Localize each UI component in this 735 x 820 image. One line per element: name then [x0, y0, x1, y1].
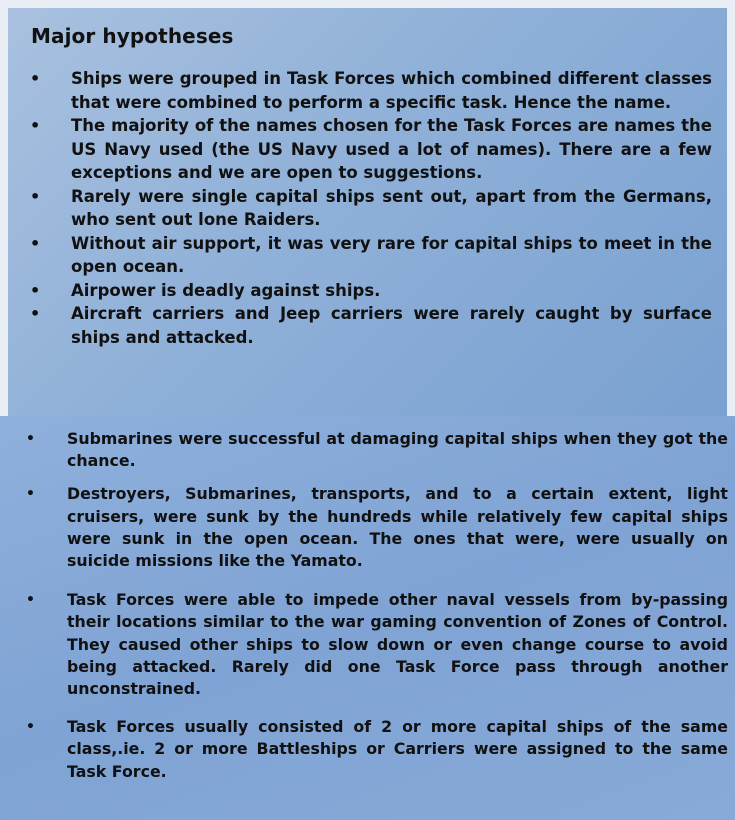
- list-item: [28, 302, 712, 349]
- list-item: [24, 589, 728, 700]
- list-item: [24, 428, 728, 472]
- bullet-icon: •: [30, 116, 41, 135]
- list-item-text: Aircraft carriers and Jeep carriers were rarely caught by surface ships and attacked.: [71, 304, 712, 347]
- list-item-text: Destroyers, Submarines, transports, and to a certain extent, light cruisers, were sunk by the hundreds while relatively few capital ships were sunk in the open ocean. The ones that were, were usually on suicide missions like the Yamato.: [67, 484, 728, 571]
- bullet-icon: •: [26, 719, 35, 736]
- list-item-text: Task Forces usually consisted of 2 or more capital ships of the same class,.ie. 2 or more Battleships or Carriers were assigned to the same Task Force.: [67, 717, 728, 781]
- bullet-icon: •: [26, 592, 35, 609]
- list-item-text: The majority of the names chosen for the Task Forces are names the US Navy used (the US Navy used a lot of names). There are a few exceptions and we are open to suggestions.: [71, 116, 712, 182]
- hypotheses-list-bottom: [24, 428, 728, 783]
- list-item-text: Task Forces were able to impede other naval vessels from by-passing their locations similar to the war gaming convention of Zones of Control. They caused other ships to slow down or even change course to avoid being attacked. Rarely did one Task Force pass through another unconstrained.: [67, 590, 728, 699]
- bullet-icon: •: [30, 233, 41, 253]
- list-item-text: Without air support, it was very rare for capital ships to meet in the open ocean.: [71, 233, 712, 276]
- bullet-icon: •: [26, 486, 35, 503]
- list-item: [28, 67, 712, 114]
- list-item: [24, 483, 728, 572]
- bullet-icon: •: [30, 186, 41, 206]
- list-item-text: Rarely were single capital ships sent out, apart from the Germans, who sent out lone Raiders.: [71, 186, 712, 229]
- list-item: [28, 114, 712, 185]
- list-item: [28, 232, 712, 279]
- list-item: [28, 185, 712, 232]
- list-item-text: Ships were grouped in Task Forces which combined different classes that were combined to perform a specific task. Hence the name.: [71, 69, 712, 112]
- bullet-icon: •: [26, 431, 35, 447]
- list-item-text: Airpower is deadly against ships.: [71, 280, 381, 300]
- slide-heading: Major hypotheses: [31, 24, 234, 48]
- list-item-text: Submarines were successful at damaging capital ships when they got the chance.: [67, 429, 728, 471]
- hypotheses-list-top: [28, 67, 712, 349]
- bullet-icon: •: [30, 280, 41, 300]
- list-item: [28, 279, 712, 303]
- list-item: [24, 716, 728, 783]
- bullet-icon: •: [30, 304, 41, 323]
- bullet-icon: •: [30, 69, 41, 88]
